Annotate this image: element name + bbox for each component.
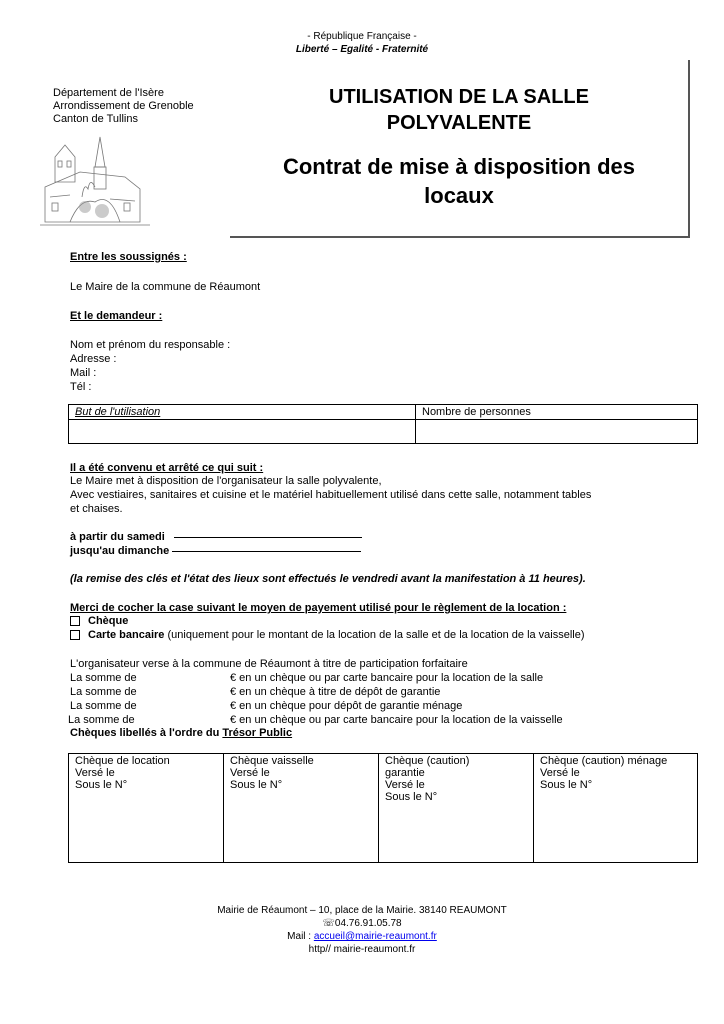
card-label: Carte bancaire xyxy=(88,629,165,641)
usage-table xyxy=(68,404,698,444)
department-block xyxy=(53,87,194,126)
cheque-checkbox[interactable] xyxy=(70,616,80,626)
cell-line: Sous le N° xyxy=(540,779,593,791)
canton-line: Canton de Tullins xyxy=(53,113,138,125)
amounts-intro: L'organisateur verse à la commune de Réaumont à titre de participation forfaitaire xyxy=(70,658,468,670)
mail-field[interactable]: Mail : xyxy=(70,367,97,379)
amount-row xyxy=(70,699,462,713)
agreement-line-2: Avec vestiaires, sanitaires et cuisine et le matériel habituellement utilisé dans cette salle, notamment tables xyxy=(70,489,592,501)
cell-title: Chèque vaisselle xyxy=(230,755,314,767)
date-from-blank[interactable] xyxy=(174,537,362,538)
payment-option-cheque[interactable] xyxy=(70,614,128,628)
cell-line: garantie xyxy=(385,767,425,779)
cell-line: Versé le xyxy=(540,767,580,779)
cheques-payee-line xyxy=(70,726,292,740)
footer-mail-row xyxy=(0,930,724,943)
amount-row xyxy=(70,671,543,685)
demandeur-heading: Et le demandeur : xyxy=(70,310,163,322)
subtitle xyxy=(230,152,688,210)
amount-row xyxy=(70,685,440,699)
cell-line: Sous le N° xyxy=(75,779,128,791)
agreement-line-1: Le Maire met à disposition de l'organisateur la salle polyvalente, xyxy=(70,475,382,487)
subtitle-line-2: locaux xyxy=(424,183,494,208)
church-sketch xyxy=(40,127,150,230)
footer-mail-label: Mail : xyxy=(287,931,314,942)
agreement-line-3: et chaises. xyxy=(70,503,123,515)
subtitle-line-1: Contrat de mise à disposition des xyxy=(282,154,636,179)
cell-line: Versé le xyxy=(75,767,115,779)
amount-desc: € en un chèque pour dépôt de garantie ménage xyxy=(230,700,463,712)
payment-heading: Merci de cocher la case suivant le moyen de payement utilisé pour le règlement de la location : xyxy=(70,602,567,614)
amount-desc: € en un chèque à titre de dépôt de garantie xyxy=(230,686,441,698)
cell-line: Versé le xyxy=(385,779,425,791)
cheque-caution-cell[interactable] xyxy=(379,754,534,863)
adresse-field[interactable]: Adresse : xyxy=(70,353,117,365)
cell-line: Sous le N° xyxy=(385,791,438,803)
footer-phone: ☏04.76.91.05.78 xyxy=(322,918,402,929)
keys-note: (la remise des clés et l'état des lieux sont effectués le vendredi avant la manifestation à 11 heures). xyxy=(70,573,586,585)
republic-line: - République Française - xyxy=(307,31,417,42)
cheque-table xyxy=(68,753,698,863)
footer xyxy=(0,904,724,956)
date-until-row xyxy=(70,544,361,558)
cell-line: Versé le xyxy=(230,767,270,779)
footer-web[interactable]: http// mairie-reaumont.fr xyxy=(308,944,416,955)
date-from-row xyxy=(70,530,362,544)
cheque-vaisselle-cell[interactable] xyxy=(224,754,379,863)
cheques-payee: Trésor Public xyxy=(222,727,293,739)
page-title xyxy=(230,84,688,136)
maire-line: Le Maire de la commune de Réaumont xyxy=(70,281,261,293)
agreement-heading: Il a été convenu et arrêté ce qui suit : xyxy=(70,462,264,474)
motto-line: Liberté – Egalité - Fraternité xyxy=(295,44,429,55)
agreement-text xyxy=(70,474,591,516)
usage-purpose-header: But de l'utilisation xyxy=(69,405,416,420)
amount-desc: € en un chèque ou par carte bancaire pour la location de la vaisselle xyxy=(230,714,563,726)
tel-field[interactable]: Tél : xyxy=(70,381,92,393)
usage-people-cell[interactable] xyxy=(416,420,698,444)
amount-label: La somme de xyxy=(70,672,137,684)
demandeur-fields xyxy=(70,338,230,394)
cell-title: Chèque (caution) ménage xyxy=(540,755,668,767)
cell-line: Sous le N° xyxy=(230,779,283,791)
usage-people-header: Nombre de personnes xyxy=(416,405,698,420)
amount-row xyxy=(68,713,563,727)
cell-title: Chèque (caution) xyxy=(385,755,470,767)
nom-field[interactable]: Nom et prénom du responsable : xyxy=(70,339,231,351)
amount-label: La somme de xyxy=(68,714,135,726)
footer-mail-link[interactable]: accueil@mairie-reaumont.fr xyxy=(313,931,437,942)
date-until-blank[interactable] xyxy=(172,551,361,552)
arrondissement-line: Arrondissement de Grenoble xyxy=(53,100,194,112)
amount-label: La somme de xyxy=(70,686,137,698)
title-line-2: POLYVALENTE xyxy=(386,112,532,134)
cheque-menage-cell[interactable] xyxy=(534,754,698,863)
amount-label: La somme de xyxy=(70,700,137,712)
amount-desc: € en un chèque ou par carte bancaire pour la location de la salle xyxy=(230,672,544,684)
parties-heading: Entre les soussignés : xyxy=(70,251,187,263)
card-checkbox[interactable] xyxy=(70,630,80,640)
date-until-label: jusqu'au dimanche xyxy=(70,545,170,557)
cheques-prefix: Chèques libellés à l'ordre du xyxy=(70,727,223,739)
republic-header xyxy=(0,30,724,56)
card-note: (uniquement pour le montant de la location de la salle et de la location de la vaisselle) xyxy=(167,629,585,641)
cheque-location-cell[interactable] xyxy=(69,754,224,863)
title-line-1: UTILISATION DE LA SALLE xyxy=(329,86,589,108)
payment-option-card[interactable] xyxy=(70,628,585,642)
cell-title: Chèque de location xyxy=(75,755,170,767)
department-line: Département de l'Isère xyxy=(53,87,164,99)
date-from-label: à partir du samedi xyxy=(70,531,165,543)
usage-purpose-cell[interactable] xyxy=(69,420,416,444)
cheque-label: Chèque xyxy=(88,615,129,627)
footer-address: Mairie de Réaumont – 10, place de la Mairie. 38140 REAUMONT xyxy=(217,905,507,916)
